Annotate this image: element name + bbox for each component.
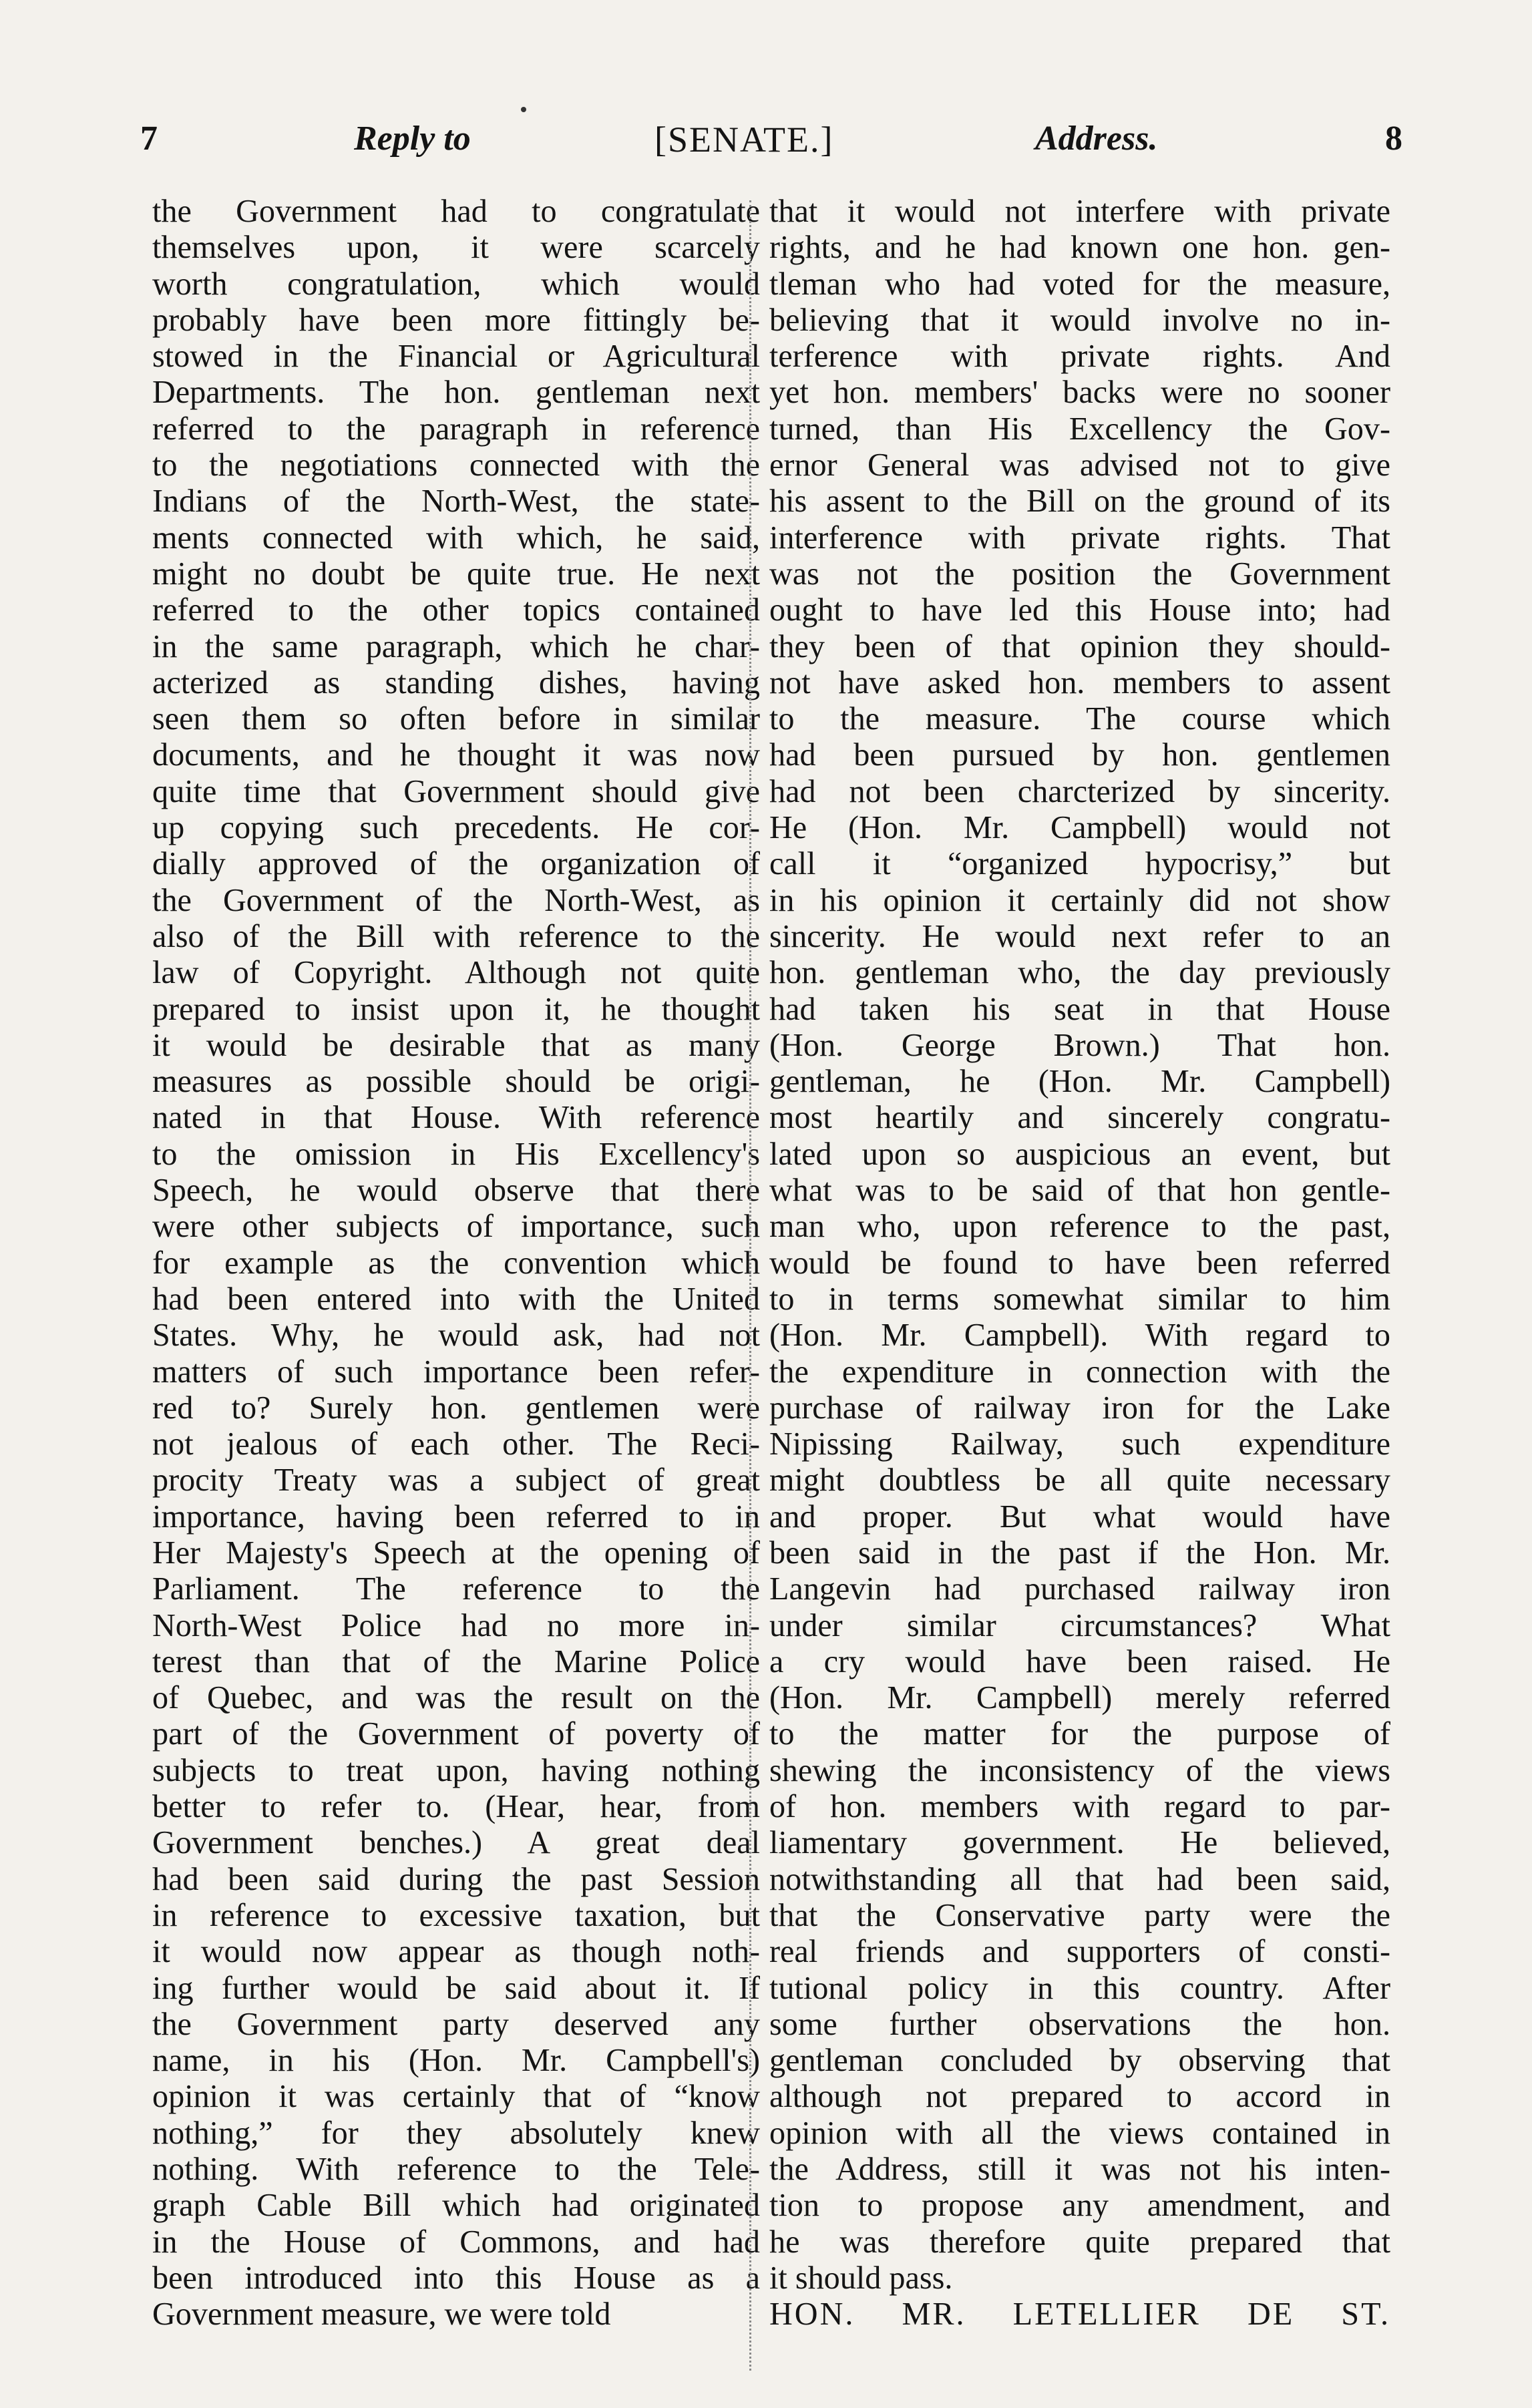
text-line: his assent to the Bill on the ground of its	[769, 483, 1390, 520]
text-line: procity Treaty was a subject of great	[152, 1462, 760, 1498]
text-line: notwithstanding all that had been said,	[769, 1861, 1390, 1897]
text-line: rights, and he had known one hon. gen-	[769, 230, 1390, 266]
text-line: would be found to have been referred	[769, 1245, 1390, 1281]
text-line: Government benches.) A great deal	[152, 1825, 760, 1861]
text-line: to in terms somewhat similar to him	[769, 1281, 1390, 1317]
text-line: referred to the other topics contained	[152, 592, 760, 628]
text-line: law of Copyright. Although not quite	[152, 955, 760, 991]
text-line: most heartily and sincerely congratu-	[769, 1100, 1390, 1136]
text-line: was not the position the Government	[769, 556, 1390, 592]
text-line: it should pass.	[769, 2260, 953, 2296]
text-line: for example as the convention which	[152, 1245, 760, 1281]
text-line: stowed in the Financial or Agricultural	[152, 339, 760, 375]
text-line: Speech, he would observe that there	[152, 1173, 760, 1209]
text-line: that the Conservative party were the	[769, 1897, 1390, 1933]
text-line: nothing. With reference to the Tele-	[152, 2152, 760, 2188]
ink-dot	[521, 107, 526, 112]
text-line: part of the Government of poverty of	[152, 1716, 760, 1752]
text-line: name, in his (Hon. Mr. Campbell's)	[152, 2043, 760, 2079]
left-text-column	[152, 194, 760, 2333]
text-line: had been said during the past Session	[152, 1861, 760, 1897]
text-line: to the negotiations connected with the	[152, 447, 760, 483]
text-line: to the omission in His Excellency's	[152, 1136, 760, 1172]
text-line: themselves upon, it were scarcely	[152, 230, 760, 266]
text-line: believing that it would involve no in-	[769, 302, 1390, 338]
text-line: better to refer to. (Hear, hear, from	[152, 1789, 760, 1825]
text-line: nothing,” for they absolutely knew	[152, 2115, 760, 2151]
text-line: to the matter for the purpose of	[769, 1716, 1390, 1752]
text-line: quite time that Government should give	[152, 773, 760, 809]
text-line: measures as possible should be origi-	[152, 1064, 760, 1100]
left-page-number: 7	[140, 120, 158, 158]
right-text-column	[769, 194, 1390, 2333]
text-line: (Hon. Mr. Campbell) merely referred	[769, 1680, 1390, 1716]
text-line: the Government had to congratulate	[152, 194, 760, 229]
text-line: man who, upon reference to the past,	[769, 1209, 1390, 1245]
text-line: ing further would be said about it. If	[152, 1970, 760, 2006]
text-line: seen them so often before in similar	[152, 701, 760, 737]
text-line: the expenditure in connection with the	[769, 1354, 1390, 1390]
text-line: were other subjects of importance, such	[152, 1209, 760, 1245]
text-line: HON. MR. LETELLIER DE ST.	[769, 2296, 1390, 2333]
text-line: turned, than His Excellency the Gov-	[769, 411, 1390, 447]
text-line: it would be desirable that as many	[152, 1027, 760, 1063]
text-line: also of the Bill with reference to the	[152, 918, 760, 954]
text-line: probably have been more fittingly be-	[152, 302, 760, 338]
text-line: had been pursued by hon. gentlemen	[769, 737, 1390, 773]
text-line: Departments. The hon. gentleman next	[152, 375, 760, 411]
text-line: terest than that of the Marine Police	[152, 1643, 760, 1679]
text-line: of Quebec, and was the result on the	[152, 1680, 760, 1716]
text-line: in the same paragraph, which he char-	[152, 628, 760, 664]
text-line: Indians of the North-West, the state-	[152, 483, 760, 520]
text-line: might doubtless be all quite necessary	[769, 1462, 1390, 1498]
text-line: might no doubt be quite true. He next	[152, 556, 760, 592]
text-line: opinion with all the views contained in	[769, 2115, 1390, 2151]
text-line: been introduced into this House as a	[152, 2260, 760, 2296]
text-line: up copying such precedents. He cor-	[152, 810, 760, 846]
text-line: the Government party deserved any	[152, 2006, 760, 2042]
text-line: Parliament. The reference to the	[152, 1571, 760, 1607]
text-line: He (Hon. Mr. Campbell) would not	[769, 810, 1390, 846]
text-line: although not prepared to accord in	[769, 2079, 1390, 2115]
text-line: Her Majesty's Speech at the opening of	[152, 1535, 760, 1571]
text-line: in the House of Commons, and had	[152, 2224, 760, 2260]
text-line: opinion it was certainly that of “know	[152, 2079, 760, 2115]
text-line: that it would not interfere with private	[769, 194, 1390, 229]
text-line: States. Why, he would ask, had not	[152, 1318, 760, 1354]
text-line: not jealous of each other. The Reci-	[152, 1426, 760, 1462]
text-line: of hon. members with regard to par-	[769, 1789, 1390, 1825]
text-line: they been of that opinion they should-	[769, 628, 1390, 664]
text-line: in his opinion it certainly did not show	[769, 882, 1390, 918]
text-line: in reference to excessive taxation, but	[152, 1897, 760, 1933]
text-line: had taken his seat in that House	[769, 991, 1390, 1027]
text-line: matters of such importance been refer-	[152, 1354, 760, 1390]
text-line: the Government of the North-West, as	[152, 882, 760, 918]
text-line: documents, and he thought it was now	[152, 737, 760, 773]
text-line: it would now appear as though noth-	[152, 1934, 760, 1970]
text-line: ments connected with which, he said,	[152, 520, 760, 556]
text-line: North-West Police had no more in-	[152, 1607, 760, 1643]
text-line: prepared to insist upon it, he thought	[152, 991, 760, 1027]
text-line: hon. gentleman who, the day previously	[769, 955, 1390, 991]
text-line: a cry would have been raised. He	[769, 1643, 1390, 1679]
text-line: shewing the inconsistency of the views	[769, 1752, 1390, 1788]
text-line: yet hon. members' backs were no sooner	[769, 375, 1390, 411]
text-line: liamentary government. He believed,	[769, 1825, 1390, 1861]
text-line: ought to have led this House into; had	[769, 592, 1390, 628]
center-running-title: [SENATE.]	[654, 120, 834, 160]
text-line: had not been charcterized by sincerity.	[769, 773, 1390, 809]
text-line: purchase of railway iron for the Lake	[769, 1390, 1390, 1426]
text-line: terference with private rights. And	[769, 339, 1390, 375]
text-line: interference with private rights. That	[769, 520, 1390, 556]
right-page-number: 8	[1385, 120, 1402, 158]
text-line: call it “organized hypocrisy,” but	[769, 846, 1390, 882]
text-line: some further observations the hon.	[769, 2006, 1390, 2042]
text-line: what was to be said of that hon gentle-	[769, 1173, 1390, 1209]
text-line: gentleman, he (Hon. Mr. Campbell)	[769, 1064, 1390, 1100]
text-line: not have asked hon. members to assent	[769, 664, 1390, 700]
text-line: lated upon so auspicious an event, but	[769, 1136, 1390, 1172]
text-line: ernor General was advised not to give	[769, 447, 1390, 483]
text-line: importance, having been referred to in	[152, 1498, 760, 1535]
text-line: red to? Surely hon. gentlemen were	[152, 1390, 760, 1426]
left-running-title: Reply to	[354, 120, 471, 158]
text-line: he was therefore quite prepared that	[769, 2224, 1390, 2260]
text-line: (Hon. Mr. Campbell). With regard to	[769, 1318, 1390, 1354]
text-line: and proper. But what would have	[769, 1498, 1390, 1535]
text-line: worth congratulation, which would	[152, 266, 760, 302]
text-line: Government measure, we were told	[152, 2296, 611, 2333]
text-line: acterized as standing dishes, having	[152, 664, 760, 700]
text-line: tleman who had voted for the measure,	[769, 266, 1390, 302]
text-line: Nipissing Railway, such expenditure	[769, 1426, 1390, 1462]
text-line: Langevin had purchased railway iron	[769, 1571, 1390, 1607]
text-line: gentleman concluded by observing that	[769, 2043, 1390, 2079]
page-header	[140, 119, 1402, 172]
text-line: real friends and supporters of consti-	[769, 1934, 1390, 1970]
text-line: the Address, still it was not his inten-	[769, 2152, 1390, 2188]
text-line: (Hon. George Brown.) That hon.	[769, 1027, 1390, 1063]
text-line: nated in that House. With reference	[152, 1100, 760, 1136]
text-line: dially approved of the organization of	[152, 846, 760, 882]
column-divider	[749, 200, 751, 2371]
text-line: to the measure. The course which	[769, 701, 1390, 737]
text-line: been said in the past if the Hon. Mr.	[769, 1535, 1390, 1571]
text-line: referred to the paragraph in reference	[152, 411, 760, 447]
text-line: under similar circumstances? What	[769, 1607, 1390, 1643]
right-running-title: Address.	[1035, 120, 1158, 158]
text-line: subjects to treat upon, having nothing	[152, 1752, 760, 1788]
text-line: tutional policy in this country. After	[769, 1970, 1390, 2006]
text-line: sincerity. He would next refer to an	[769, 918, 1390, 954]
text-line: graph Cable Bill which had originated	[152, 2188, 760, 2224]
text-line: had been entered into with the United	[152, 1281, 760, 1317]
text-line: tion to propose any amendment, and	[769, 2188, 1390, 2224]
